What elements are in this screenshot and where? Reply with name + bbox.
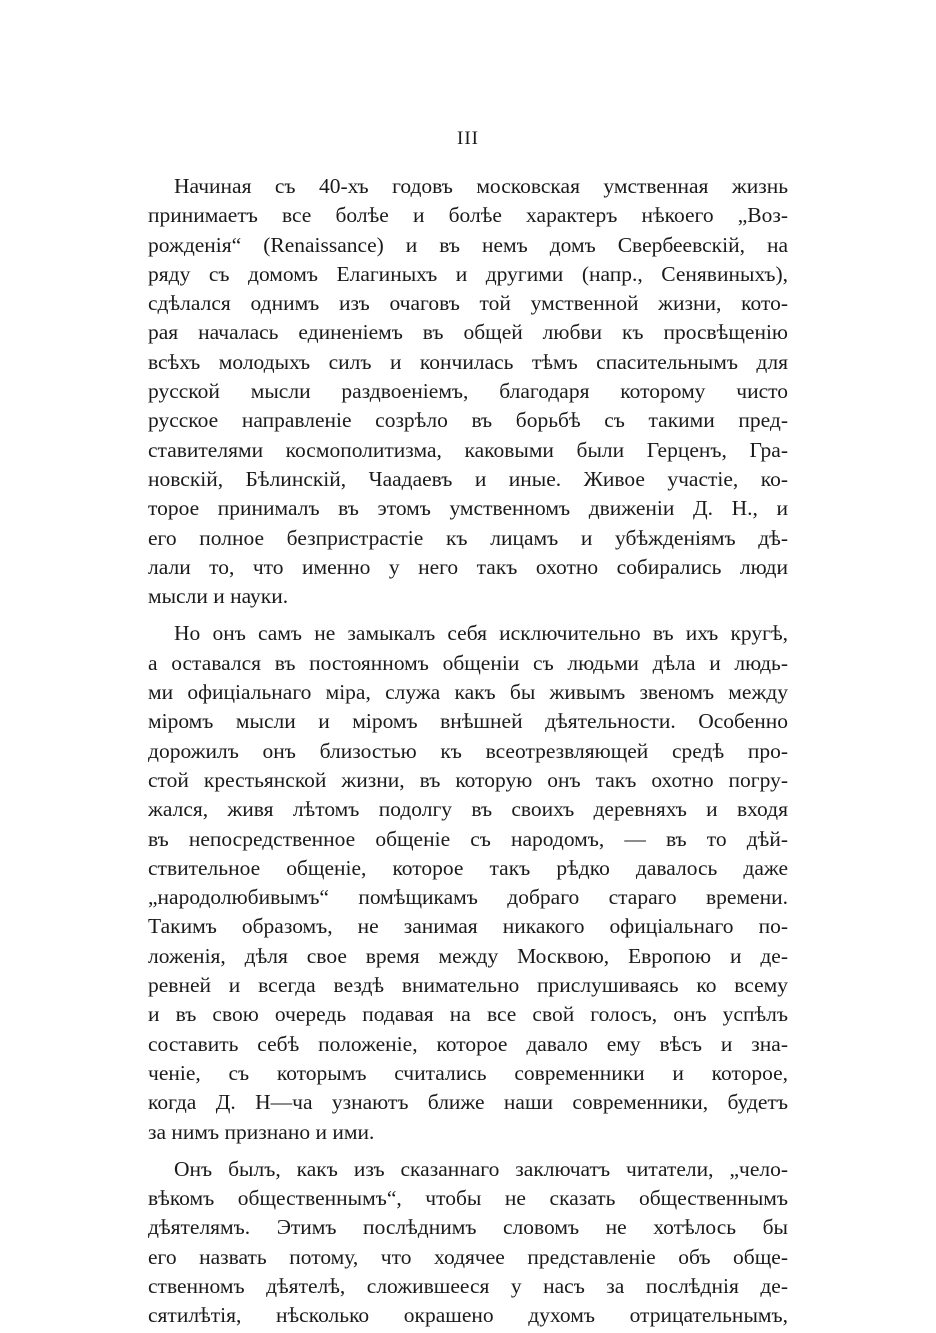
- text-line: торое принималъ въ этомъ умственномъ движеніи Д. Н., и: [148, 496, 788, 521]
- text-line: русское направленіе созрѣло въ борьбѣ съ такими пред-: [148, 408, 788, 433]
- text-line: вѣкомъ общественнымъ“, чтобы не сказать общественнымъ: [148, 1186, 788, 1211]
- text-line: составить себѣ положеніе, которое давало ему вѣсъ и зна-: [148, 1031, 788, 1056]
- text-line: ставителями космополитизма, каковыми были Герценъ, Гра-: [148, 437, 788, 462]
- text-line: за нимъ признано и ими.: [148, 1119, 375, 1144]
- page-number: III: [457, 128, 479, 149]
- text-line: новскій, Бѣлинскій, Чаадаевъ и иные. Живое участіе, ко-: [148, 466, 788, 491]
- paragraph-1: [148, 172, 788, 611]
- text-line: ченіе, съ которымъ считались современники и которое,: [148, 1060, 788, 1085]
- text-line: и въ свою очередь подавая на все свой голосъ, онъ успѣлъ: [148, 1002, 788, 1027]
- text-line: сятилѣтія, нѣсколько окрашено духомъ отрицательнымъ,: [148, 1303, 788, 1328]
- text-line: ственномъ дѣятелѣ, сложившееся у насъ за послѣднія де-: [148, 1273, 788, 1298]
- text-line: Начиная съ 40-хъ годовъ московская умственная жизнь: [174, 174, 788, 198]
- text-line: ствительное общеніе, которое такъ рѣдко давалось даже: [148, 855, 788, 880]
- text-line: мысли и науки.: [148, 584, 289, 609]
- text-line: жался, живя лѣтомъ подолгу въ своихъ деревняхъ и входя: [148, 797, 788, 822]
- text-line: принимаетъ все болѣе и болѣе характеръ нѣкоего „Воз-: [148, 203, 788, 228]
- text-line: въ непосредственное общеніе съ народомъ, — въ то дѣй-: [148, 826, 788, 851]
- paragraph-2: [148, 619, 788, 1146]
- text-line: ряду съ домомъ Елагиныхъ и другими (напр., Сенявиныхъ),: [148, 261, 788, 286]
- body-text: [148, 172, 788, 1331]
- text-line: сдѣлался однимъ изъ очаговъ той умственной жизни, кото-: [148, 291, 788, 316]
- text-line: дорожилъ онъ близостью къ всеотрезвляющей средѣ про-: [148, 738, 788, 763]
- text-line: Но онъ самъ не замыкалъ себя исключительно въ ихъ кругѣ,: [174, 621, 788, 646]
- text-line: дѣятелямъ. Этимъ послѣднимъ словомъ не хотѣлось бы: [148, 1215, 788, 1240]
- text-line: когда Д. Н—ча узнаютъ ближе наши современники, будетъ: [148, 1090, 788, 1115]
- text-line: его полное безпристрастіе къ лицамъ и убѣжденіямъ дѣ-: [148, 525, 788, 550]
- text-line: рая началась единеніемъ въ общей любви къ просвѣщенію: [148, 320, 788, 345]
- text-line: всѣхъ молодыхъ силъ и кончилась тѣмъ спасительнымъ для: [148, 349, 788, 374]
- text-line: ревней и всегда вездѣ внимательно прислушиваясь ко всему: [148, 973, 788, 998]
- text-line: русской мысли раздвоеніемъ, благодаря которому чисто: [148, 379, 788, 404]
- text-line: его назвать потому, что ходячее представленіе объ обще-: [148, 1244, 788, 1269]
- paragraph-3: [148, 1155, 788, 1331]
- text-line: Онъ былъ, какъ изъ сказаннаго заключатъ читатели, „чело-: [174, 1156, 788, 1181]
- text-line: а оставался въ постоянномъ общеніи съ людьми дѣла и людь-: [148, 650, 788, 675]
- text-line: рожденія“ (Renaissance) и въ немъ домъ Свербеевскій, на: [148, 232, 788, 257]
- text-line: лали то, что именно у него такъ охотно собирались люди: [148, 554, 788, 579]
- text-line: Такимъ образомъ, не занимая никакого офиціальнаго по-: [148, 914, 788, 939]
- text-line: міромъ мысли и міромъ внѣшней дѣятельности. Особенно: [148, 709, 788, 734]
- text-line: ложенія, дѣля свое время между Москвою, Европою и де-: [148, 943, 788, 968]
- text-line: стой крестьянской жизни, въ которую онъ такъ охотно погру-: [148, 767, 788, 792]
- text-line: ми офиціальнаго міра, служа какъ бы живымъ звеномъ между: [148, 680, 788, 705]
- text-line: „народолюбивымъ“ помѣщикамъ добраго стараго времени.: [148, 885, 788, 910]
